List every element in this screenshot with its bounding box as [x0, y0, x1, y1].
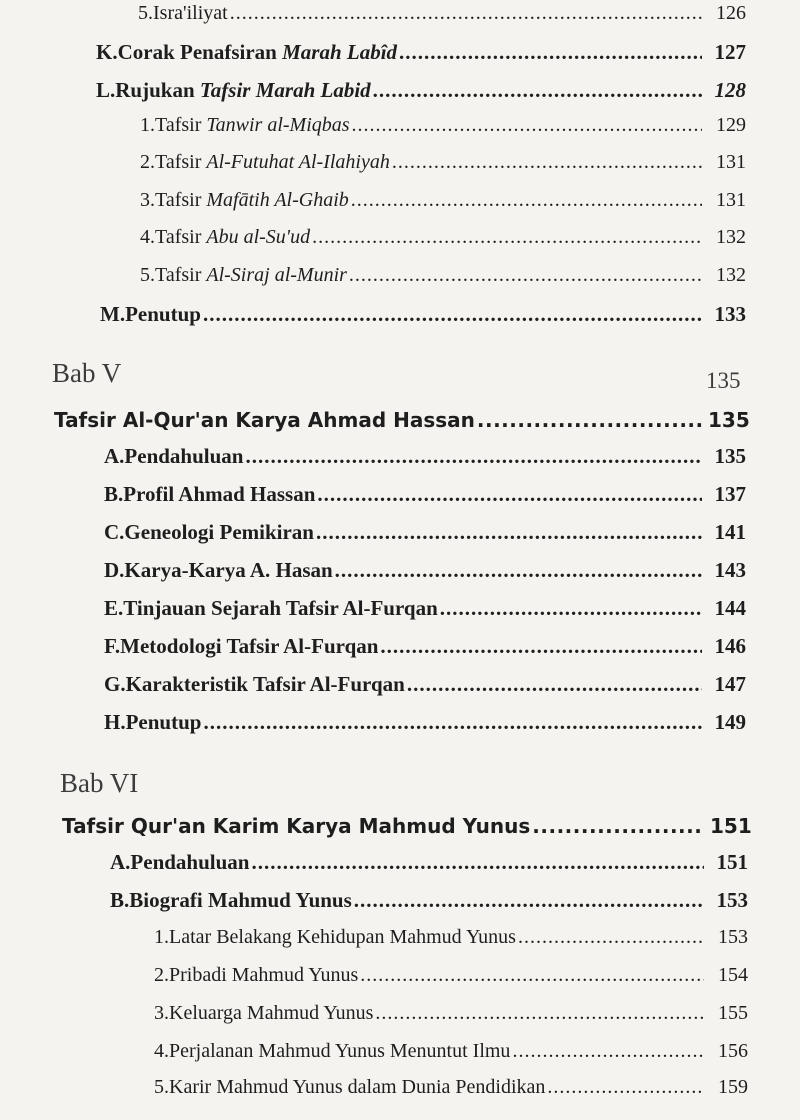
toc-entry [140, 264, 746, 298]
entry-page: 137 [714, 482, 746, 506]
toc-entry [154, 926, 748, 960]
entry-page: 135 [714, 444, 746, 468]
leader-dots [373, 78, 702, 103]
toc-entry [104, 634, 746, 668]
entry-page: 132 [716, 264, 746, 286]
leader-dots [477, 408, 702, 432]
entry-title-italic: Abu al-Su'ud [206, 226, 311, 248]
toc-entry [104, 672, 746, 706]
leader-dots [352, 114, 702, 137]
entry-title: Karir Mahmud Yunus dalam Dunia Pendidikan [169, 1076, 546, 1098]
leader-dots [245, 444, 702, 469]
toc-entry [104, 710, 746, 744]
toc-entry [140, 114, 746, 148]
entry-number: A. [110, 850, 131, 874]
entry-page: 154 [718, 964, 748, 986]
entry-title: Profil Ahmad Hassan [123, 482, 316, 506]
leader-dots [349, 264, 702, 287]
entry-title: Karya-Karya A. Hasan [124, 558, 333, 582]
toc-entry [104, 596, 746, 630]
leader-dots [392, 151, 702, 174]
leader-dots [317, 482, 702, 507]
leader-dots [251, 850, 704, 875]
entry-number: 4. [140, 226, 155, 248]
entry-number: F. [104, 634, 121, 658]
entry-page: 153 [716, 888, 748, 912]
toc-entry [154, 1002, 748, 1036]
entry-title: Metodologi Tafsir Al-Furqan [120, 634, 379, 658]
entry-number: A. [104, 444, 125, 468]
entry-page: 153 [718, 926, 748, 948]
entry-title: Keluarga Mahmud Yunus [169, 1002, 374, 1024]
entry-page: 155 [718, 1002, 748, 1024]
entry-title: Tafsir [155, 264, 207, 286]
entry-title: Rujukan [115, 78, 200, 102]
leader-dots [380, 634, 702, 659]
entry-title: Tafsir [155, 226, 207, 248]
toc-entry [140, 151, 746, 185]
entry-title: Biografi Mahmud Yunus [129, 888, 352, 912]
entry-number: 3. [140, 189, 155, 211]
toc-entry [96, 78, 746, 112]
entry-title-italic: Tanwir al-Miqbas [206, 114, 350, 136]
entry-number: 1. [154, 926, 169, 948]
entry-title: Corak Penafsiran [117, 40, 283, 64]
entry-number: 1. [140, 114, 155, 136]
entry-title: Pribadi Mahmud Yunus [169, 964, 359, 986]
entry-page: 147 [714, 672, 746, 696]
entry-page: 156 [718, 1040, 748, 1062]
entry-page: 132 [716, 226, 746, 248]
entry-number: G. [104, 672, 126, 696]
entry-title-italic: Mafātih Al-Ghaib [206, 189, 349, 211]
chapter-title: Tafsir Qur'an Karim Karya Mahmud Yunus [62, 814, 531, 838]
toc-entry [104, 520, 746, 554]
leader-dots [440, 596, 702, 621]
chapter-title-row [54, 408, 750, 432]
entry-page: 133 [714, 302, 746, 326]
toc-entry [104, 558, 746, 592]
entry-page: 127 [714, 40, 746, 64]
entry-page: 143 [714, 558, 746, 582]
entry-title: Penutup [125, 302, 201, 326]
entry-title: Penutup [125, 710, 202, 734]
entry-title: Geneologi Pemikiran [124, 520, 314, 544]
chapter-title: Tafsir Al-Qur'an Karya Ahmad Hassan [54, 408, 475, 432]
toc-entry [100, 302, 746, 336]
entry-number: 3. [154, 1002, 169, 1024]
entry-page: 159 [718, 1076, 748, 1098]
chapter-label: Bab VI [60, 768, 139, 798]
entry-number: K. [96, 40, 118, 64]
entry-title-italic: Al-Futuhat Al-Ilahiyah [206, 151, 390, 173]
entry-page: 129 [716, 114, 746, 136]
chapter-label-page: 135 [706, 368, 741, 393]
entry-number: E. [104, 596, 124, 620]
toc-entry [104, 444, 746, 478]
leader-dots [351, 189, 702, 212]
entry-title: Tafsir [155, 114, 207, 136]
entry-title: Pendahuluan [130, 850, 250, 874]
entry-page: 141 [714, 520, 746, 544]
entry-number: 2. [140, 151, 155, 173]
entry-title-italic: Tafsir Marah Labid [199, 78, 371, 102]
entry-title: Perjalanan Mahmud Yunus Menuntut Ilmu [169, 1040, 511, 1062]
entry-number: L. [96, 78, 116, 102]
entry-title: Karakteristik Tafsir Al-Furqan [125, 672, 405, 696]
entry-number: 5. [138, 2, 153, 24]
leader-dots [407, 672, 702, 697]
leader-dots [335, 558, 702, 583]
entry-number: 5. [140, 264, 155, 286]
toc-entry [140, 226, 746, 260]
entry-number: H. [104, 710, 126, 734]
leader-dots [230, 2, 702, 25]
leader-dots [312, 226, 702, 249]
entry-page: 151 [716, 850, 748, 874]
entry-title: Latar Belakang Kehidupan Mahmud Yunus [169, 926, 516, 948]
entry-number: 2. [154, 964, 169, 986]
chapter-title-row [62, 814, 752, 838]
entry-number: B. [104, 482, 124, 506]
entry-title: Isra'iliyat [153, 2, 228, 24]
leader-dots [316, 520, 702, 545]
entry-number: C. [104, 520, 125, 544]
entry-page: 149 [714, 710, 746, 734]
entry-number: 4. [154, 1040, 169, 1062]
entry-page: 126 [716, 2, 746, 24]
leader-dots [375, 1002, 704, 1025]
toc-entry [96, 40, 746, 74]
leader-dots [532, 814, 704, 838]
toc-entry [110, 888, 748, 922]
leader-dots [203, 302, 702, 327]
leader-dots [203, 710, 702, 735]
chapter-page: 151 [710, 814, 752, 838]
toc-entry [154, 964, 748, 998]
entry-page: 131 [716, 189, 746, 211]
entry-number: 5. [154, 1076, 169, 1098]
leader-dots [547, 1076, 704, 1099]
entry-page: 144 [714, 596, 746, 620]
chapter-page: 135 [708, 408, 750, 432]
entry-title-italic: Marah Labîd [282, 40, 398, 64]
entry-title: Tafsir [155, 189, 207, 211]
entry-page: 146 [714, 634, 746, 658]
chapter-label: Bab V [52, 358, 122, 388]
entry-title: Tafsir [155, 151, 207, 173]
toc-entry [138, 2, 746, 36]
toc-entry [104, 482, 746, 516]
leader-dots [399, 40, 702, 65]
entry-number: D. [104, 558, 125, 582]
toc-entry [154, 1076, 748, 1110]
leader-dots [354, 888, 704, 913]
entry-page: 128 [714, 78, 746, 102]
toc-entry [140, 189, 746, 223]
leader-dots [360, 964, 704, 987]
entry-title: Tinjauan Sejarah Tafsir Al-Furqan [123, 596, 438, 620]
entry-number: M. [100, 302, 126, 326]
entry-number: B. [110, 888, 130, 912]
entry-title: Pendahuluan [124, 444, 244, 468]
leader-dots [518, 926, 704, 949]
entry-title-italic: Al-Siraj al-Munir [206, 264, 347, 286]
toc-entry [110, 850, 748, 884]
toc-entry [154, 1040, 748, 1074]
entry-page: 131 [716, 151, 746, 173]
leader-dots [512, 1040, 704, 1063]
